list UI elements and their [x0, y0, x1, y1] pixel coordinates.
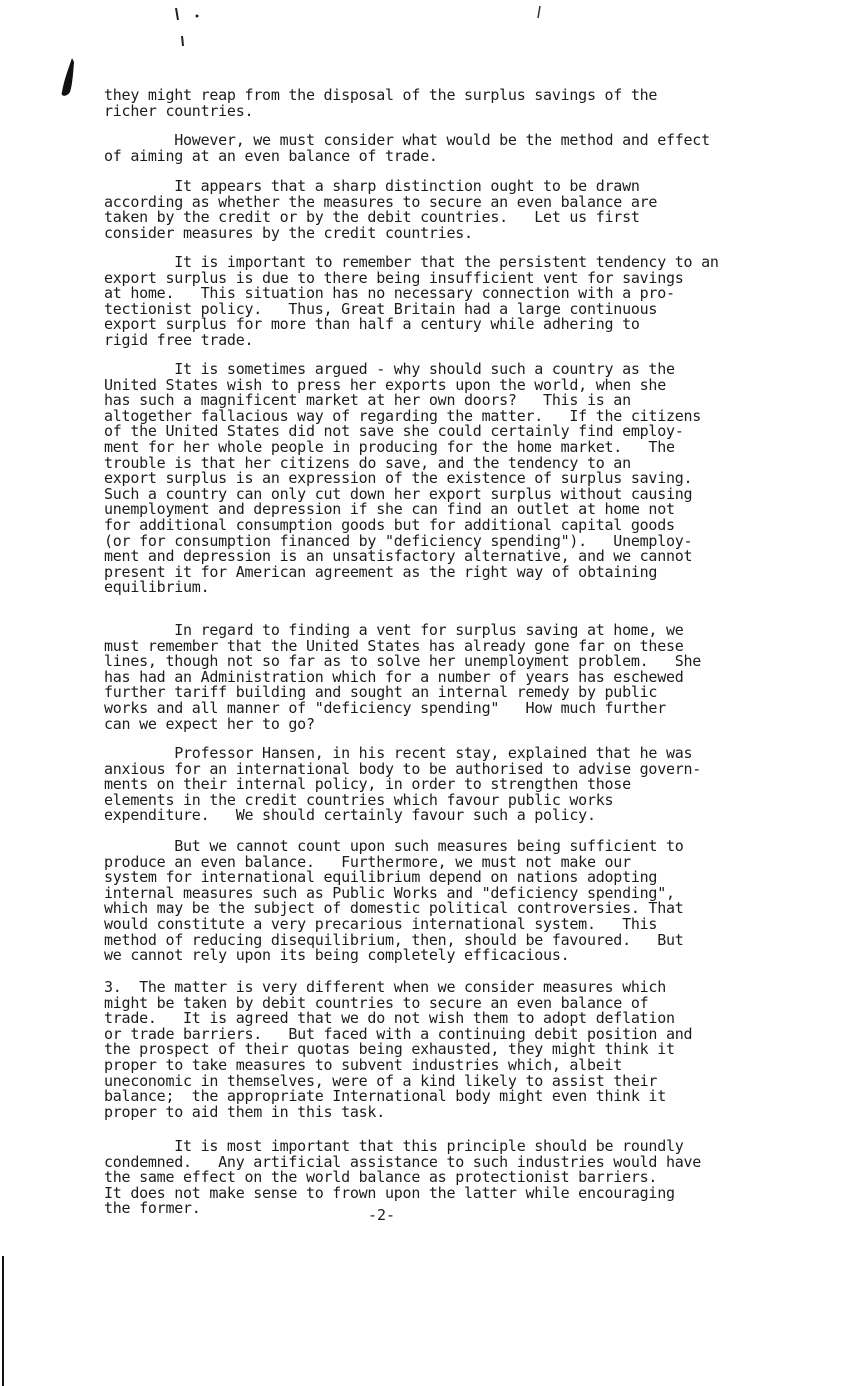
paragraph-10: It is most important that this principle should be roundly condemned. Any artificial assistance to such industries would have the same effect on the world balance as protectionist barriers. It does not make sense to frown upon the latter while encouraging the former. — [104, 1137, 702, 1218]
paragraph-3: It appears that a sharp distinction ought to be drawn according as whether the measures to secure an even balance are taken by the credit or by the debit countries. Let us first consider measures by the credit countries. — [104, 177, 658, 242]
paragraph-4: It is important to remember that the persistent tendency to an export surplus is due to there being insufficient vent for savings at home. This situation has no necessary connection with a pro- tectionist policy. Thus, Great Britain had a large continuous export surplus for more than half a century while adhering to rigid free trade. — [104, 253, 719, 349]
paragraph-6: In regard to finding a vent for surplus saving at home, we must remember that the United States has already gone far on these lines, though not so far as to solve her unemployment problem. She has had an Administration which for a number of years has eschewed further tariff building and sought an internal remedy by public works and all manner of "deficiency spending" How much further can we expect her to go? — [104, 621, 702, 733]
paragraph-7: Professor Hansen, in his recent stay, explained that he was anxious for an international body to be authorised to advise govern- ments on their internal policy, in order to strengthen those elements in the credit countries which favour public works expenditure. We should certainly favour such a policy. — [104, 744, 702, 825]
page-number: -2- — [368, 1206, 396, 1224]
paragraph-2: However, we must consider what would be the method and effect of aiming at an even balance of trade. — [104, 131, 710, 165]
paragraph-9: 3. The matter is very different when we consider measures which might be taken by debit countries to secure an even balance of trade. It is agreed that we do not wish them to adopt deflation or trade barriers. But faced with a continuing debit position and the prospect of their quotas being exhausted, they might think it proper to take measures to subvent industries which, albeit uneconomic in themselves, were of a kind likely to assist their balance; the appropriate International body might even think it proper to aid them in this task. — [104, 978, 693, 1121]
paragraph-5: It is sometimes argued - why should such a country as the United States wish to press her exports upon the world, when she has such a magnificent market at her own doors? This is an altogether fallacious way of regarding the matter. If the citizens of the United States did not save she could certainly find employ- ment for her whole people in producing for the home market. The trouble is that her citizens do save, and the tendency to an export surplus is an expression of the existence of surplus saving. Such a country can only cut down her export surplus without causing unemployment and depression if she can find an outlet at home not for additional consumption goods but for additional capital goods (or for consumption financed by "deficiency spending"). Unemploy- ment and depression is an unsatisfactory alternative, and we cannot present it for American agreement as the right way of obtaining equilibrium. — [104, 360, 702, 597]
paragraph-8: But we cannot count upon such measures being sufficient to produce an even balance. Furthermore, we must not make our system for international equilibrium depend on nations adopting internal measures such as Public Works and "deficiency spending", which may be the subject of domestic political controversies. That would constitute a very precarious international system. This method of reducing disequilibrium, then, should be favoured. But we cannot rely upon its being completely efficacious. — [104, 837, 684, 965]
paragraph-1: they might reap from the disposal of the surplus savings of the richer countries. — [104, 86, 658, 120]
margin-line-icon — [0, 1256, 10, 1386]
